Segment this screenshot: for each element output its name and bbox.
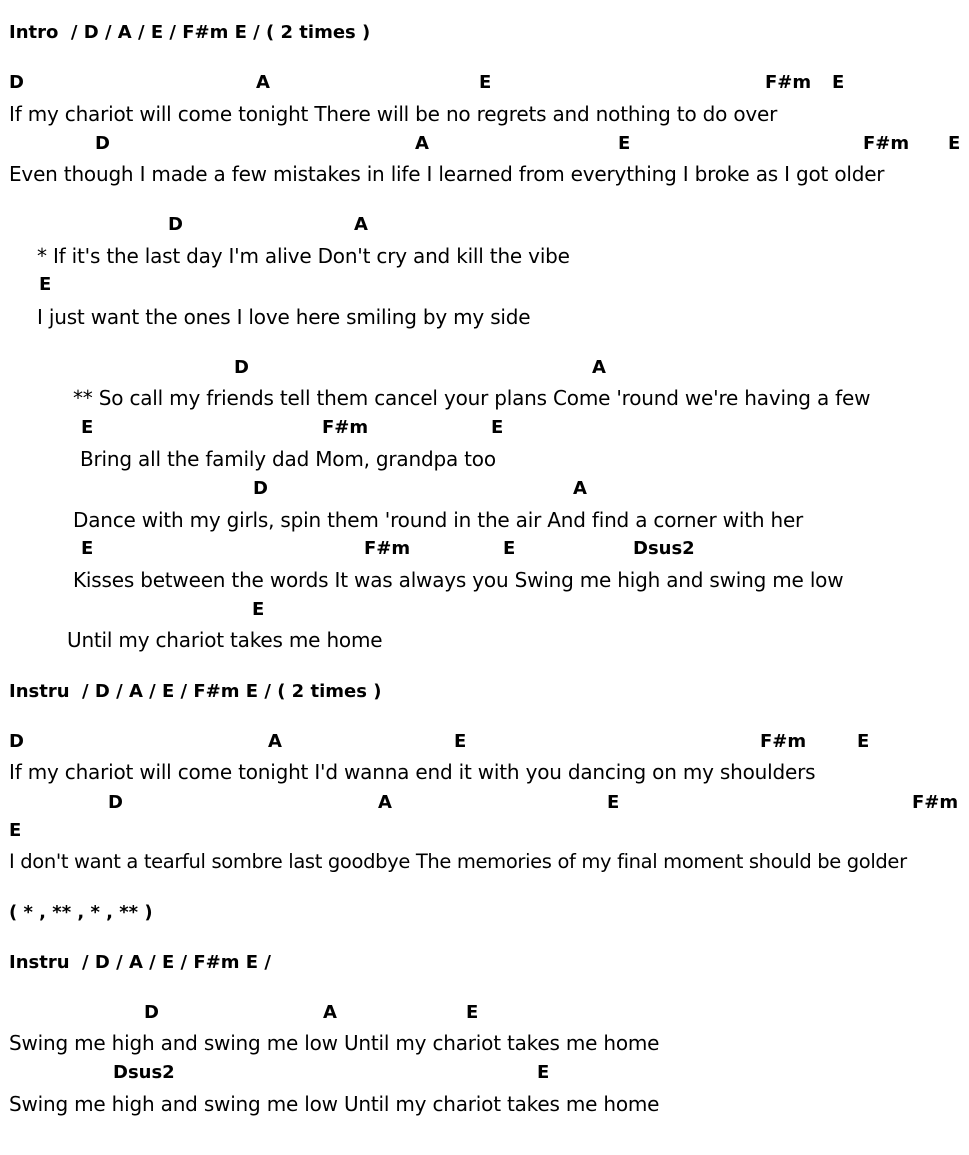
chord: D [9,731,24,752]
lyric-line: Bring all the family dad Mom, grandpa too [80,447,496,471]
chord: D [95,133,110,154]
lyric-line: Until my chariot takes me home [67,628,383,652]
chord: D [253,478,268,499]
lyric-line: ** So call my friends tell them cancel your plans Come 'round we're having a few [73,386,871,410]
lyric-line: I just want the ones I love here smiling by my side [37,305,531,329]
lyric-line: Swing me high and swing me low Until my chariot takes me home [9,1092,660,1116]
chord: E [466,1002,479,1023]
lyric-line: Kisses between the words It was always you Swing me high and swing me low [73,568,844,592]
chord: E [857,731,870,752]
chord: F#m [760,731,807,752]
chord: D [108,792,123,813]
chord: E [479,72,492,93]
chord: E [537,1062,550,1083]
chord: E [252,599,265,620]
chord: E [81,417,94,438]
chord: E [81,538,94,559]
intro-heading: Intro / D / A / E / F#m E / ( 2 times ) [9,22,371,43]
chord: E [948,133,961,154]
chord: A [415,133,429,154]
instru-heading: Instru / D / A / E / F#m E / ( 2 times ) [9,681,382,702]
chord: E [832,72,845,93]
lyric-line: Even though I made a few mistakes in life I learned from everything I broke as I got older [9,162,885,186]
lyric-line: Dance with my girls, spin them 'round in the air And find a corner with her [73,508,804,532]
lyric-line: If my chariot will come tonight I'd wanna end it with you dancing on my shoulders [9,760,816,784]
chord: A [354,214,368,235]
chord: A [323,1002,337,1023]
lyric-line: Swing me high and swing me low Until my chariot takes me home [9,1031,660,1055]
lyric-line: I don't want a tearful sombre last goodbye The memories of my final moment should be golder [9,850,907,873]
chord: D [9,72,24,93]
instru-heading: Instru / D / A / E / F#m E / [9,952,271,973]
chord: A [268,731,282,752]
chord: Dsus2 [633,538,695,559]
chord: E [9,820,22,841]
chord: D [168,214,183,235]
chord: F#m [364,538,411,559]
repeat-marker: ( * , ** , * , ** ) [9,902,153,923]
chord: F#m [912,792,959,813]
chord: F#m [863,133,910,154]
lyric-line: If my chariot will come tonight There will be no regrets and nothing to do over [9,102,778,126]
chord: A [256,72,270,93]
lyric-line: * If it's the last day I'm alive Don't cry and kill the vibe [37,244,570,268]
chord: A [592,357,606,378]
chord: E [491,417,504,438]
chord: D [144,1002,159,1023]
chord: D [234,357,249,378]
chord: F#m [322,417,369,438]
chord: A [378,792,392,813]
chord: E [454,731,467,752]
chord: F#m [765,72,812,93]
chord: E [39,274,52,295]
chord: Dsus2 [113,1062,175,1083]
chord: E [503,538,516,559]
chord: A [573,478,587,499]
chord: E [607,792,620,813]
chord: E [618,133,631,154]
